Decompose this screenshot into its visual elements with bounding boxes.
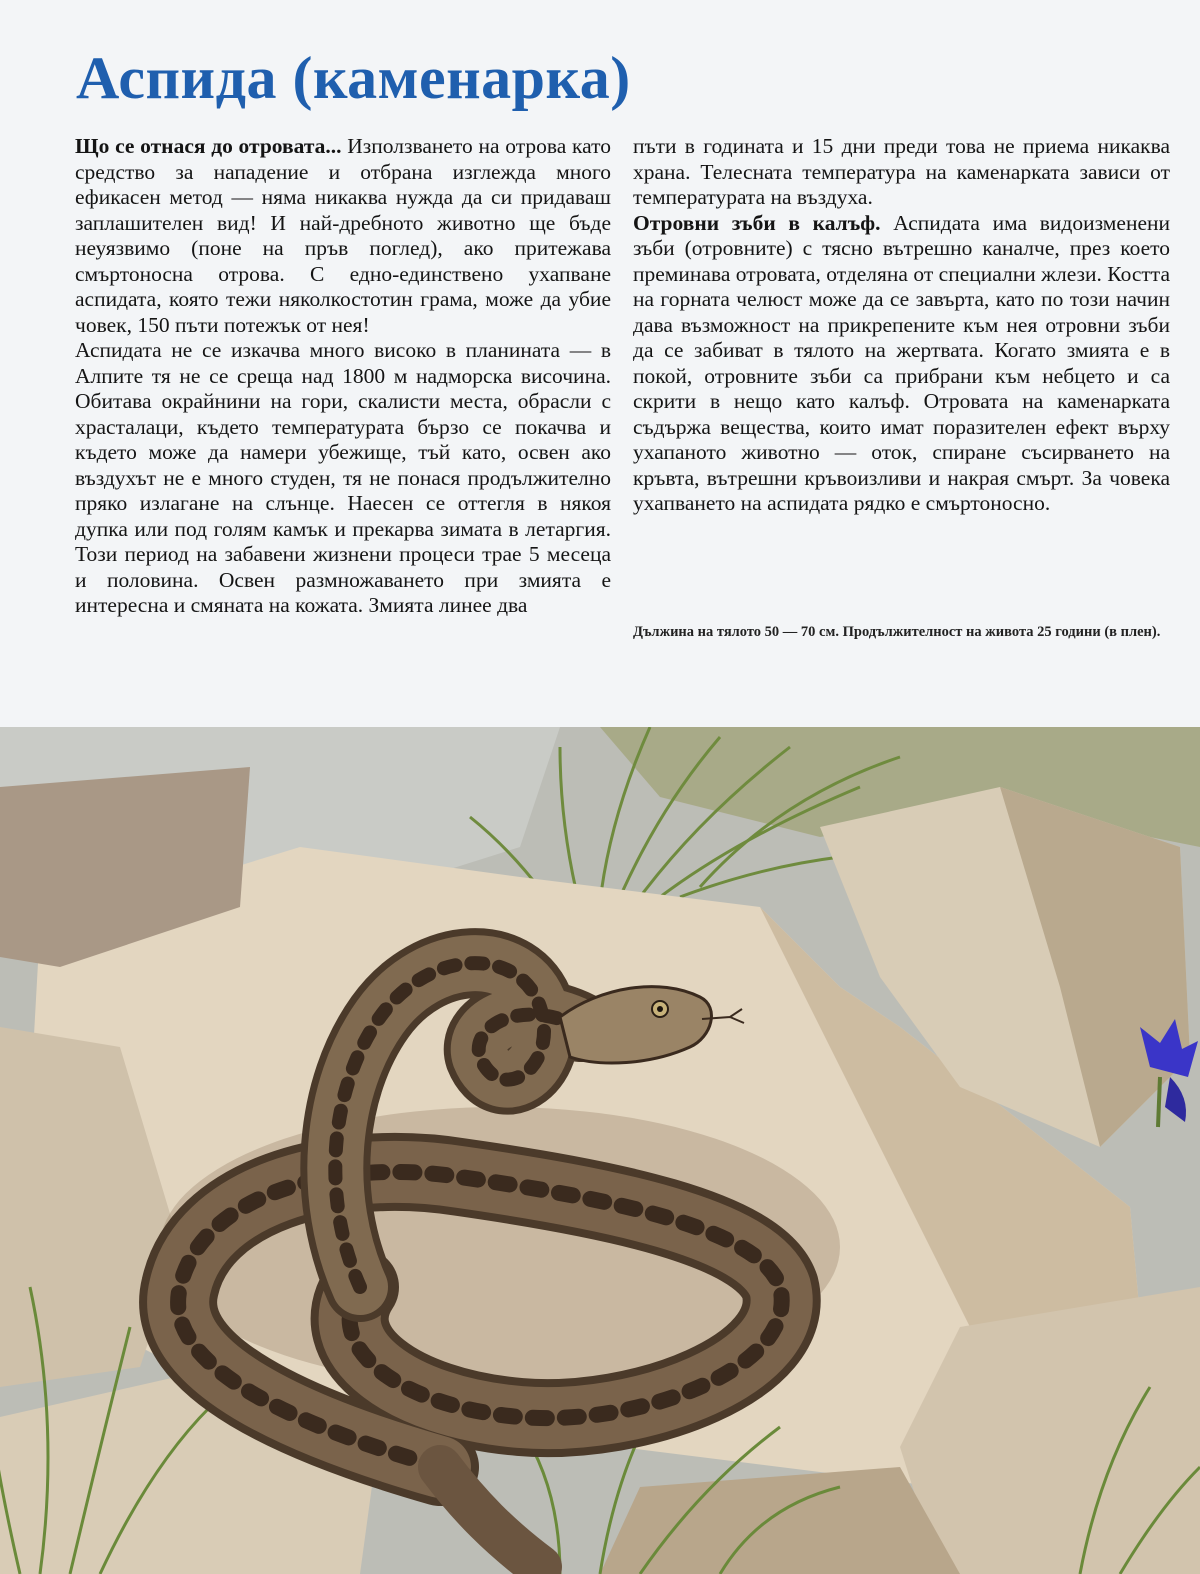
text-column-left — [75, 134, 611, 619]
text-column-right — [633, 134, 1170, 517]
paragraph-habitat: Аспидата не се изкачва много високо в планината — в Алпите тя не се среща над 1800 м надморска височина. Обитава окрайнини на гори, скалисти места, обрасли с храсталаци, където температурата бързо се покачва и където може да намери убежище, тъй като, освен ако въздухът не е много студен, тя не понася продължително пряко излагане на слънце. Наесен се оттегля в някоя дупка или под голям камък и прекарва зимата в летаргия. Този период на забавени жизнени процеси трае 5 месеца и половина. Освен размножаването при змията е интересна и смяната на кожата. Змията линее два — [75, 338, 611, 617]
paragraph-moulting: пъти в годината и 15 дни преди това не приема никаква храна. Телесната температура на каменарката зависи от температурата на въздуха. — [633, 134, 1170, 209]
paragraph-lead-fangs: Отровни зъби в калъф. — [633, 210, 881, 235]
species-caption: Дължина на тялото 50 — 70 см. Продължителност на живота 25 години (в плен). — [633, 624, 1161, 640]
snake-illustration — [0, 727, 1200, 1574]
page-title: Аспида (каменарка) — [76, 45, 631, 111]
paragraph-fangs — [633, 211, 1170, 517]
snake-on-rocks-drawing — [0, 727, 1200, 1574]
paragraph-text-fangs: Аспидата има видоизменени зъби (отровните) с тясно вътрешно каналче, през което преминава отровата, отделяна от специални жлези. Костта на горната челюст може да се завърта, като по този начин дава възможност на прикрепените към нея отровни зъби да се забиват в тялото на жертвата. Когато змията е в покой, отровните зъби са прибрани към небцето и са скрити в нещо като калъф. Отровата на каменарката съдържа вещества, които имат поразителен ефект върху ухапаното животно — оток, спиране съсирването на кръвта, вътрешни кръвоизливи и накрая смърт. За човека ухапването на аспидата рядко е смъртоносно. — [633, 210, 1170, 515]
paragraph-lead-venom: Що се отнася до отровата... — [75, 134, 342, 158]
paragraph-venom — [75, 134, 611, 338]
paragraph-text-venom: Използването на отрова като средство за нападение и отбрана изглежда много ефикасен метод — няма никаква нужда да си придаваш заплашителен вид! И най-дребното животно ще бъде неуязвимо (поне на пръв поглед), ако притежава смъртоносна отрова. С едно-единствено ухапване аспидата, която тежи няколкостотин грама, може да убие човек, 150 пъти потежък от нея! — [75, 134, 612, 337]
